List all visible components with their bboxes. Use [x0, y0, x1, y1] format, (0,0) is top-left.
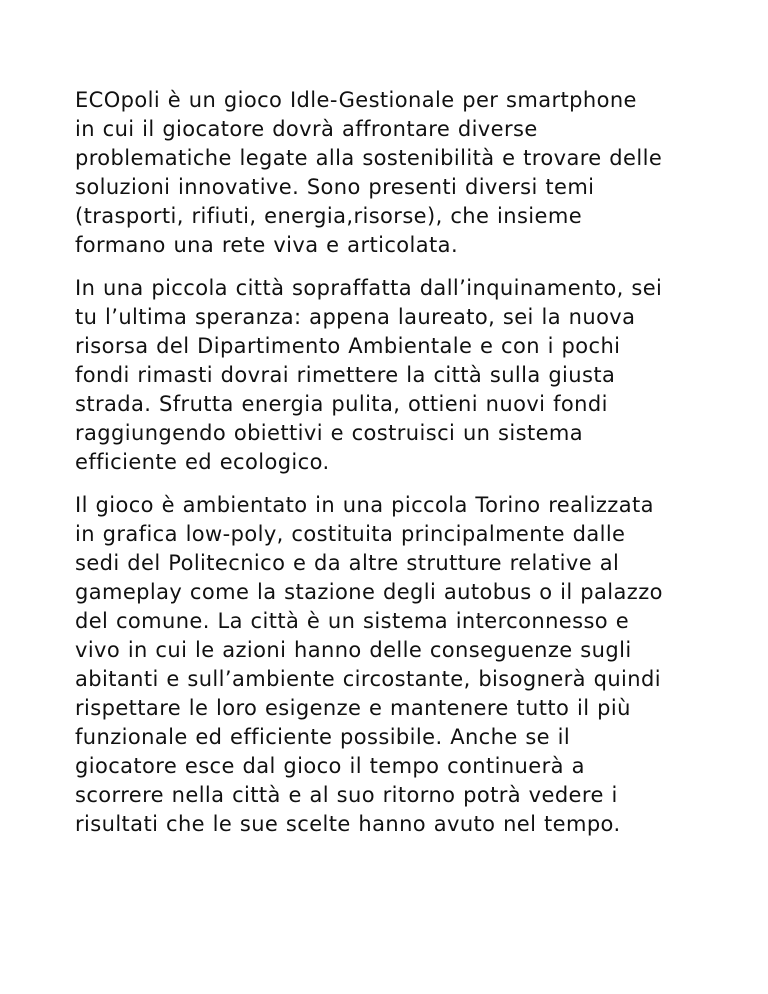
text-line: abitanti e sull’ambiente circostante, bisognerà quindi: [75, 667, 661, 691]
text-line: sedi del Politecnico e da altre strutture relative al: [75, 551, 620, 575]
text-line: Il gioco è ambientato in una piccola Torino realizzata: [75, 493, 654, 517]
text-line: vivo in cui le azioni hanno delle conseguenze sugli: [75, 638, 632, 662]
text-line: risultati che le sue scelte hanno avuto nel tempo.: [75, 812, 621, 836]
text-line: problematiche legate alla sostenibilità e trovare delle: [75, 146, 663, 170]
text-line: raggiungendo obiettivi e costruisci un sistema: [75, 421, 584, 445]
text-line: tu l’ultima speranza: appena laureato, sei la nuova: [75, 305, 636, 329]
text-line: efficiente ed ecologico.: [75, 450, 330, 474]
text-line: funzionale ed efficiente possibile. Anche se il: [75, 725, 571, 749]
text-line: rispettare le loro esigenze e mantenere tutto il più: [75, 696, 631, 720]
text-line: ECOpoli è un gioco Idle-Gestionale per smartphone: [75, 88, 637, 112]
text-line: in grafica low-poly, costituita principalmente dalle: [75, 522, 626, 546]
text-line: giocatore esce dal gioco il tempo continuerà a: [75, 754, 585, 778]
text-line: In una piccola città sopraffatta dall’inquinamento, sei: [75, 276, 663, 300]
text-line: risorsa del Dipartimento Ambientale e con i pochi: [75, 334, 621, 358]
document-body: [75, 86, 705, 853]
text-line: fondi rimasti dovrai rimettere la città sulla giusta: [75, 363, 616, 387]
paragraph-setting: [75, 491, 705, 839]
text-line: formano una rete viva e articolata.: [75, 233, 459, 257]
text-line: strada. Sfrutta energia pulita, ottieni nuovi fondi: [75, 392, 608, 416]
text-line: in cui il giocatore dovrà affrontare diverse: [75, 117, 538, 141]
paragraph-intro: [75, 86, 705, 260]
paragraph-story: [75, 274, 705, 477]
text-line: soluzioni innovative. Sono presenti diversi temi: [75, 175, 595, 199]
text-line: gameplay come la stazione degli autobus o il palazzo: [75, 580, 663, 604]
text-line: scorrere nella città e al suo ritorno potrà vedere i: [75, 783, 618, 807]
text-line: del comune. La città è un sistema interconnesso e: [75, 609, 630, 633]
text-line: (trasporti, rifiuti, energia,risorse), che insieme: [75, 204, 583, 228]
